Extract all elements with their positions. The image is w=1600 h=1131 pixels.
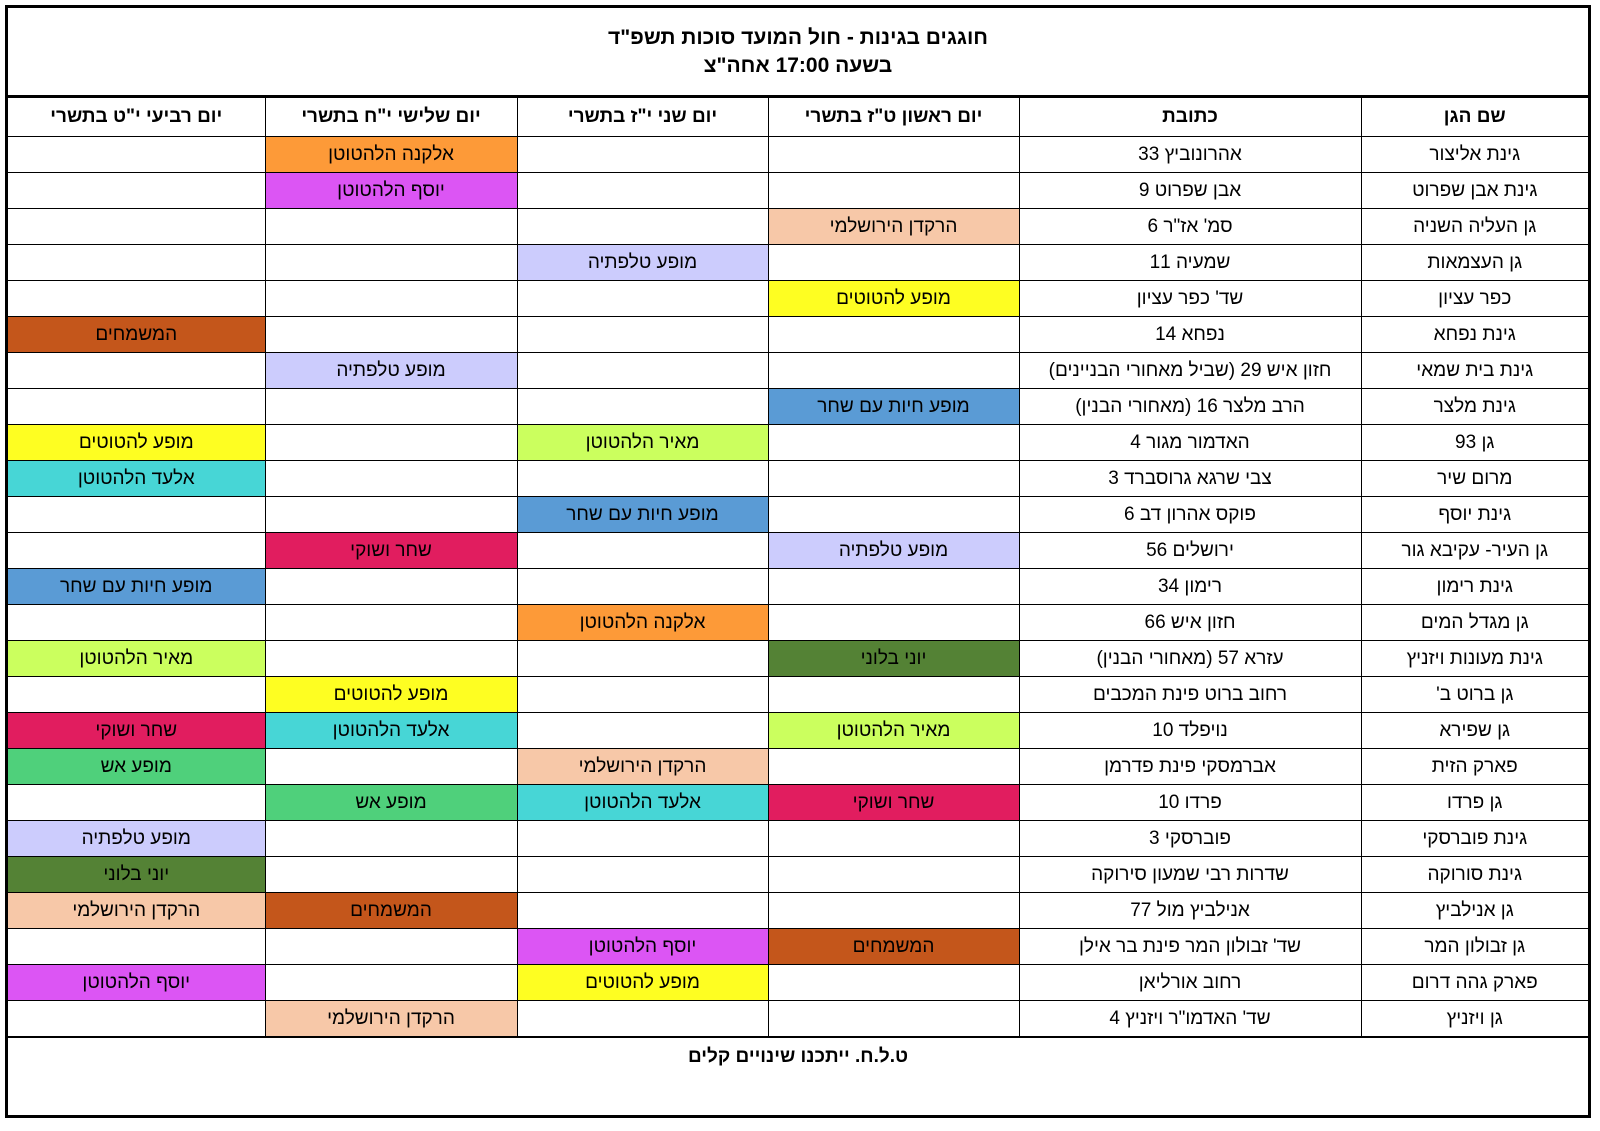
- table-row: [8, 425, 1588, 461]
- table-row: [8, 785, 1588, 821]
- day-4-cell: מאיר הלהטוטן: [8, 641, 265, 677]
- day-3-cell: [265, 641, 517, 677]
- day-1-cell: [768, 497, 1019, 533]
- table-row: [8, 353, 1588, 389]
- day-4-cell: מופע טלפתיה: [8, 821, 265, 857]
- day-1-cell: [768, 1001, 1019, 1037]
- title-line-1: חוגגים בגינות - חול המועד סוכות תשפ"ד: [608, 25, 988, 49]
- address-cell: שד' האדמו"ר ויזניץ 4: [1019, 1001, 1361, 1037]
- address-cell: פוברסקי 3: [1019, 821, 1361, 857]
- address-cell: צבי שרגא גרוסברד 3: [1019, 461, 1361, 497]
- table-row: [8, 677, 1588, 713]
- address-cell: שד' זבולון המר פינת בר אילן: [1019, 929, 1361, 965]
- day-4-cell: שחר ושוקי: [8, 713, 265, 749]
- schedule-sheet: [5, 5, 1591, 1118]
- garden-name-cell: גן שפירא: [1361, 713, 1588, 749]
- table-row: [8, 209, 1588, 245]
- garden-name-cell: גן 93: [1361, 425, 1588, 461]
- garden-name-cell: גן העצמאות: [1361, 245, 1588, 281]
- day-1-cell: [768, 353, 1019, 389]
- day-4-cell: [8, 209, 265, 245]
- day-4-cell: יוני בלוני: [8, 857, 265, 893]
- header-row: [8, 98, 1588, 137]
- table-row: [8, 929, 1588, 965]
- header-address: כתובת: [1019, 98, 1361, 137]
- address-cell: הרב מלצר 16 (מאחורי הבנין): [1019, 389, 1361, 425]
- day-4-cell: [8, 137, 265, 173]
- address-cell: פוקס אהרון דב 6: [1019, 497, 1361, 533]
- day-4-cell: אלעד הלהטוטן: [8, 461, 265, 497]
- day-3-cell: הרקדן הירושלמי: [265, 1001, 517, 1037]
- address-cell: עזרא 57 (מאחורי הבנין): [1019, 641, 1361, 677]
- address-cell: שדרות רבי שמעון סירוקה: [1019, 857, 1361, 893]
- day-1-cell: [768, 749, 1019, 785]
- address-cell: רימון 34: [1019, 569, 1361, 605]
- table-row: [8, 1001, 1588, 1037]
- table-row: [8, 965, 1588, 1001]
- day-1-cell: יוני בלוני: [768, 641, 1019, 677]
- day-1-cell: מופע להטוטים: [768, 281, 1019, 317]
- day-3-cell: [265, 461, 517, 497]
- day-4-cell: [8, 677, 265, 713]
- day-3-cell: [265, 209, 517, 245]
- day-1-cell: [768, 461, 1019, 497]
- table-row: [8, 605, 1588, 641]
- table-row: [8, 749, 1588, 785]
- day-4-cell: המשמחים: [8, 317, 265, 353]
- day-3-cell: אלעד הלהטוטן: [265, 713, 517, 749]
- table-row: [8, 317, 1588, 353]
- table-row: [8, 533, 1588, 569]
- day-2-cell: [517, 281, 768, 317]
- day-3-cell: [265, 857, 517, 893]
- garden-name-cell: פארק הזית: [1361, 749, 1588, 785]
- garden-name-cell: גן העליה השניה: [1361, 209, 1588, 245]
- garden-name-cell: גינת אבן שפרוט: [1361, 173, 1588, 209]
- day-4-cell: [8, 929, 265, 965]
- garden-name-cell: גינת מעונות ויזניץ: [1361, 641, 1588, 677]
- garden-name-cell: גן פרדו: [1361, 785, 1588, 821]
- address-cell: שד' כפר עציון: [1019, 281, 1361, 317]
- garden-name-cell: גן אנילביץ: [1361, 893, 1588, 929]
- day-1-cell: [768, 893, 1019, 929]
- day-4-cell: [8, 785, 265, 821]
- day-2-cell: [517, 209, 768, 245]
- day-2-cell: [517, 173, 768, 209]
- day-1-cell: [768, 173, 1019, 209]
- day-1-cell: [768, 317, 1019, 353]
- header-garden-name: שם הגן: [1361, 98, 1588, 137]
- address-cell: רחוב ברוט פינת המכבים: [1019, 677, 1361, 713]
- day-2-cell: [517, 857, 768, 893]
- day-3-cell: מופע אש: [265, 785, 517, 821]
- table-row: [8, 245, 1588, 281]
- day-3-cell: [265, 317, 517, 353]
- day-1-cell: [768, 569, 1019, 605]
- day-4-cell: יוסף הלהטוטן: [8, 965, 265, 1001]
- header-day-4: יום רביעי י"ט בתשרי: [8, 98, 265, 137]
- garden-name-cell: גינת יוסף: [1361, 497, 1588, 533]
- garden-name-cell: פארק גהה דרום: [1361, 965, 1588, 1001]
- day-3-cell: [265, 425, 517, 461]
- table-row: [8, 893, 1588, 929]
- day-2-cell: [517, 353, 768, 389]
- day-4-cell: [8, 497, 265, 533]
- day-1-cell: מאיר הלהטוטן: [768, 713, 1019, 749]
- title-line-2: בשעה 17:00 אחה"צ: [703, 53, 893, 77]
- table-row: [8, 461, 1588, 497]
- day-3-cell: [265, 281, 517, 317]
- day-1-cell: [768, 821, 1019, 857]
- day-1-cell: [768, 425, 1019, 461]
- day-4-cell: [8, 389, 265, 425]
- address-cell: חזון איש 66: [1019, 605, 1361, 641]
- table-row: [8, 821, 1588, 857]
- address-cell: חזון איש 29 (שביל מאחורי הבניינים): [1019, 353, 1361, 389]
- table-row: [8, 857, 1588, 893]
- day-1-cell: [768, 857, 1019, 893]
- address-cell: אהרונוביץ 33: [1019, 137, 1361, 173]
- day-2-cell: [517, 713, 768, 749]
- day-3-cell: [265, 569, 517, 605]
- table-row: [8, 389, 1588, 425]
- garden-name-cell: מרום שיר: [1361, 461, 1588, 497]
- day-4-cell: מופע חיות עם שחר: [8, 569, 265, 605]
- garden-name-cell: גינת נפחא: [1361, 317, 1588, 353]
- day-1-cell: שחר ושוקי: [768, 785, 1019, 821]
- schedule-table: [8, 98, 1588, 1037]
- day-4-cell: [8, 353, 265, 389]
- header-day-3: יום שלישי י"ח בתשרי: [265, 98, 517, 137]
- address-cell: רחוב אורליאן: [1019, 965, 1361, 1001]
- day-3-cell: [265, 821, 517, 857]
- table-row: [8, 569, 1588, 605]
- address-cell: אברמסקי פינת פדרמן: [1019, 749, 1361, 785]
- address-cell: ירושלים 56: [1019, 533, 1361, 569]
- day-2-cell: מאיר הלהטוטן: [517, 425, 768, 461]
- day-2-cell: יוסף הלהטוטן: [517, 929, 768, 965]
- day-4-cell: הרקדן הירושלמי: [8, 893, 265, 929]
- day-4-cell: מופע להטוטים: [8, 425, 265, 461]
- day-4-cell: [8, 1001, 265, 1037]
- day-2-cell: [517, 893, 768, 929]
- day-2-cell: מופע חיות עם שחר: [517, 497, 768, 533]
- day-1-cell: מופע טלפתיה: [768, 533, 1019, 569]
- garden-name-cell: גן העיר- עקיבא גור: [1361, 533, 1588, 569]
- day-3-cell: שחר ושוקי: [265, 533, 517, 569]
- table-row: [8, 641, 1588, 677]
- day-2-cell: [517, 137, 768, 173]
- day-3-cell: [265, 245, 517, 281]
- day-1-cell: המשמחים: [768, 929, 1019, 965]
- day-2-cell: [517, 821, 768, 857]
- day-2-cell: אלקנה הלהטוטן: [517, 605, 768, 641]
- day-2-cell: [517, 317, 768, 353]
- table-row: [8, 281, 1588, 317]
- day-3-cell: [265, 965, 517, 1001]
- day-1-cell: [768, 245, 1019, 281]
- address-cell: אבן שפרוט 9: [1019, 173, 1361, 209]
- footer-note: ט.ל.ח. ייתכנו שינויים קלים: [8, 1037, 1588, 1075]
- day-1-cell: הרקדן הירושלמי: [768, 209, 1019, 245]
- garden-name-cell: גן זבולון המר: [1361, 929, 1588, 965]
- day-2-cell: מופע להטוטים: [517, 965, 768, 1001]
- table-row: [8, 497, 1588, 533]
- day-3-cell: מופע להטוטים: [265, 677, 517, 713]
- day-1-cell: מופע חיות עם שחר: [768, 389, 1019, 425]
- day-2-cell: הרקדן הירושלמי: [517, 749, 768, 785]
- day-4-cell: [8, 281, 265, 317]
- day-3-cell: [265, 929, 517, 965]
- garden-name-cell: גינת פוברסקי: [1361, 821, 1588, 857]
- day-2-cell: מופע טלפתיה: [517, 245, 768, 281]
- address-cell: נויפלד 10: [1019, 713, 1361, 749]
- day-2-cell: [517, 641, 768, 677]
- garden-name-cell: גינת רימון: [1361, 569, 1588, 605]
- day-2-cell: [517, 569, 768, 605]
- day-1-cell: [768, 965, 1019, 1001]
- address-cell: שמעיה 11: [1019, 245, 1361, 281]
- table-row: [8, 713, 1588, 749]
- address-cell: אנילביץ מול 77: [1019, 893, 1361, 929]
- garden-name-cell: גינת בית שמאי: [1361, 353, 1588, 389]
- address-cell: סמ' אז"ר 6: [1019, 209, 1361, 245]
- day-3-cell: מופע טלפתיה: [265, 353, 517, 389]
- day-3-cell: אלקנה הלהטוטן: [265, 137, 517, 173]
- header-day-2: יום שני י"ז בתשרי: [517, 98, 768, 137]
- day-4-cell: [8, 173, 265, 209]
- day-2-cell: [517, 533, 768, 569]
- day-1-cell: [768, 605, 1019, 641]
- day-2-cell: [517, 389, 768, 425]
- header-day-1: יום ראשון ט"ז בתשרי: [768, 98, 1019, 137]
- address-cell: פרדו 10: [1019, 785, 1361, 821]
- day-2-cell: [517, 677, 768, 713]
- day-4-cell: מופע אש: [8, 749, 265, 785]
- day-3-cell: [265, 389, 517, 425]
- day-1-cell: [768, 137, 1019, 173]
- day-3-cell: המשמחים: [265, 893, 517, 929]
- day-4-cell: [8, 605, 265, 641]
- garden-name-cell: גן מגדל המים: [1361, 605, 1588, 641]
- garden-name-cell: גינת מלצר: [1361, 389, 1588, 425]
- address-cell: האדמור מגור 4: [1019, 425, 1361, 461]
- day-2-cell: [517, 1001, 768, 1037]
- day-4-cell: [8, 533, 265, 569]
- day-3-cell: [265, 605, 517, 641]
- day-1-cell: [768, 677, 1019, 713]
- day-2-cell: [517, 461, 768, 497]
- day-4-cell: [8, 245, 265, 281]
- day-3-cell: [265, 749, 517, 785]
- garden-name-cell: גינת אליצור: [1361, 137, 1588, 173]
- garden-name-cell: גינת סורוקה: [1361, 857, 1588, 893]
- day-3-cell: [265, 497, 517, 533]
- day-3-cell: יוסף הלהטוטן: [265, 173, 517, 209]
- title-block: [8, 8, 1588, 98]
- garden-name-cell: גן ברוט ב': [1361, 677, 1588, 713]
- day-2-cell: אלעד הלהטוטן: [517, 785, 768, 821]
- garden-name-cell: גן ויזניץ: [1361, 1001, 1588, 1037]
- table-row: [8, 137, 1588, 173]
- garden-name-cell: כפר עציון: [1361, 281, 1588, 317]
- table-row: [8, 173, 1588, 209]
- address-cell: נפחא 14: [1019, 317, 1361, 353]
